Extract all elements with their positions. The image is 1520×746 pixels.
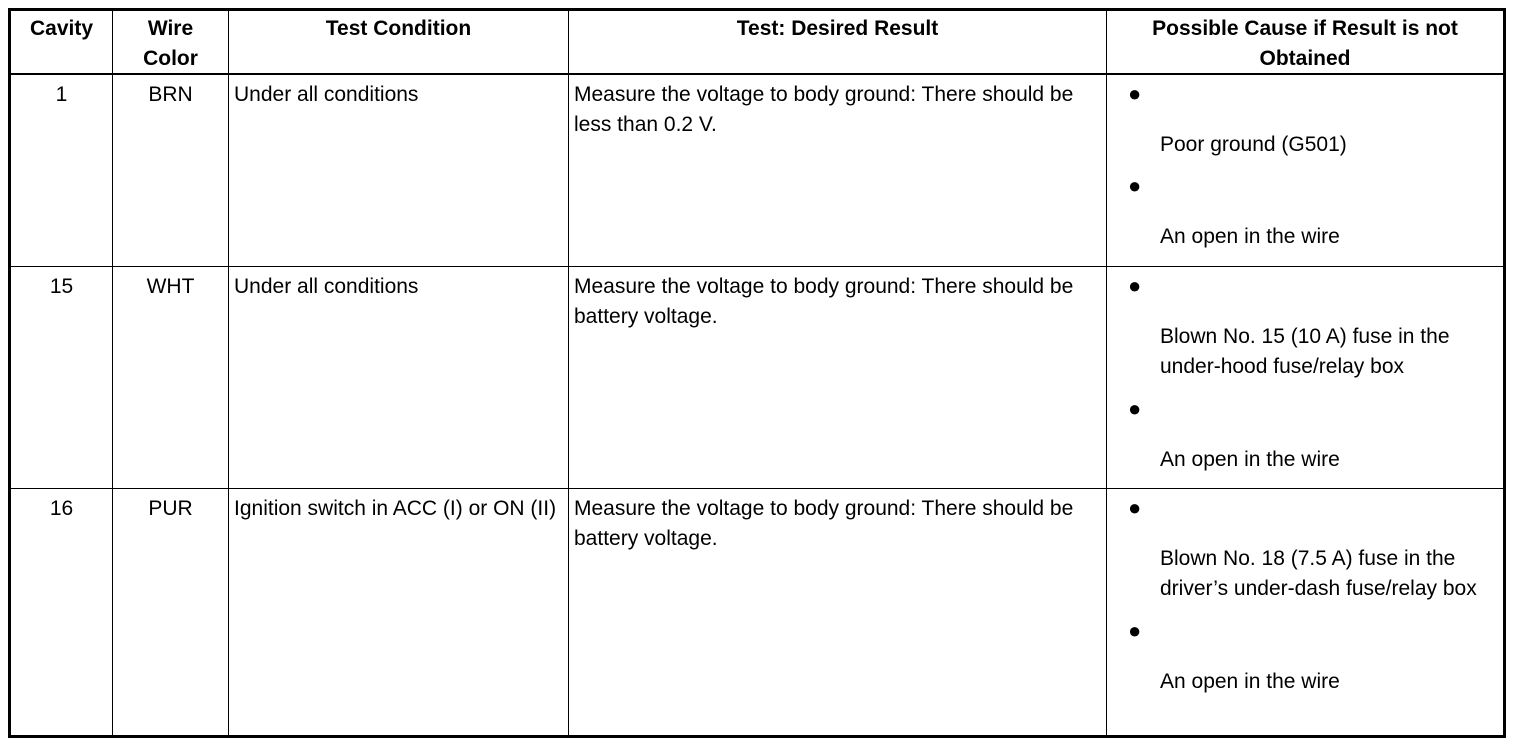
wire-color-cell: WHT xyxy=(113,267,229,488)
wire-color-cell: PUR xyxy=(113,489,229,735)
table-header xyxy=(11,11,1503,75)
table-row xyxy=(11,75,1503,267)
cause-text: Poor ground (G501) xyxy=(1160,133,1347,156)
bullet-icon: ● xyxy=(1128,495,1142,520)
cause-text: Blown No. 15 (10 A) fuse in the under-hood fuse/relay box xyxy=(1160,325,1450,378)
test-condition-cell: Under all conditions xyxy=(229,267,569,488)
bullet-icon: ● xyxy=(1128,396,1142,421)
cause-text: An open in the wire xyxy=(1160,448,1340,471)
test-condition-cell: Ignition switch in ACC (I) or ON (II) xyxy=(229,489,569,735)
cause-text: An open in the wire xyxy=(1160,670,1340,693)
bullet-icon: ● xyxy=(1128,618,1142,643)
cavity-cell: 1 xyxy=(11,75,113,266)
possible-cause-cell xyxy=(1107,267,1503,488)
cavity-cell: 16 xyxy=(11,489,113,735)
header-possible-cause-text: Possible Cause if Result is not Obtained xyxy=(1152,17,1458,70)
cause-text: Blown No. 18 (7.5 A) fuse in the driver’s under-dash fuse/relay box xyxy=(1160,547,1477,600)
table-row xyxy=(11,489,1503,735)
cause-item xyxy=(1107,271,1503,382)
header-wire-color xyxy=(113,11,229,73)
cause-item xyxy=(1107,171,1503,252)
diagnostic-table xyxy=(8,8,1506,738)
header-cavity: Cavity xyxy=(11,11,113,73)
table-row xyxy=(11,267,1503,489)
header-desired-result: Test: Desired Result xyxy=(569,11,1107,73)
cause-item xyxy=(1107,394,1503,475)
header-wire-color-text: Wire Color xyxy=(143,17,198,70)
possible-cause-cell xyxy=(1107,489,1503,735)
header-test-condition: Test Condition xyxy=(229,11,569,73)
bullet-icon: ● xyxy=(1128,81,1142,106)
test-condition-cell: Under all conditions xyxy=(229,75,569,266)
bullet-icon: ● xyxy=(1128,173,1142,198)
cause-item xyxy=(1107,493,1503,604)
cause-item xyxy=(1107,616,1503,697)
wire-color-cell: BRN xyxy=(113,75,229,266)
desired-result-cell: Measure the voltage to body ground: There should be less than 0.2 V. xyxy=(569,75,1107,266)
possible-cause-cell xyxy=(1107,75,1503,266)
cause-text: An open in the wire xyxy=(1160,225,1340,248)
cavity-cell: 15 xyxy=(11,267,113,488)
desired-result-cell: Measure the voltage to body ground: There should be battery voltage. xyxy=(569,489,1107,735)
desired-result-cell: Measure the voltage to body ground: There should be battery voltage. xyxy=(569,267,1107,488)
header-possible-cause xyxy=(1107,11,1503,73)
cause-item xyxy=(1107,79,1503,160)
bullet-icon: ● xyxy=(1128,273,1142,298)
